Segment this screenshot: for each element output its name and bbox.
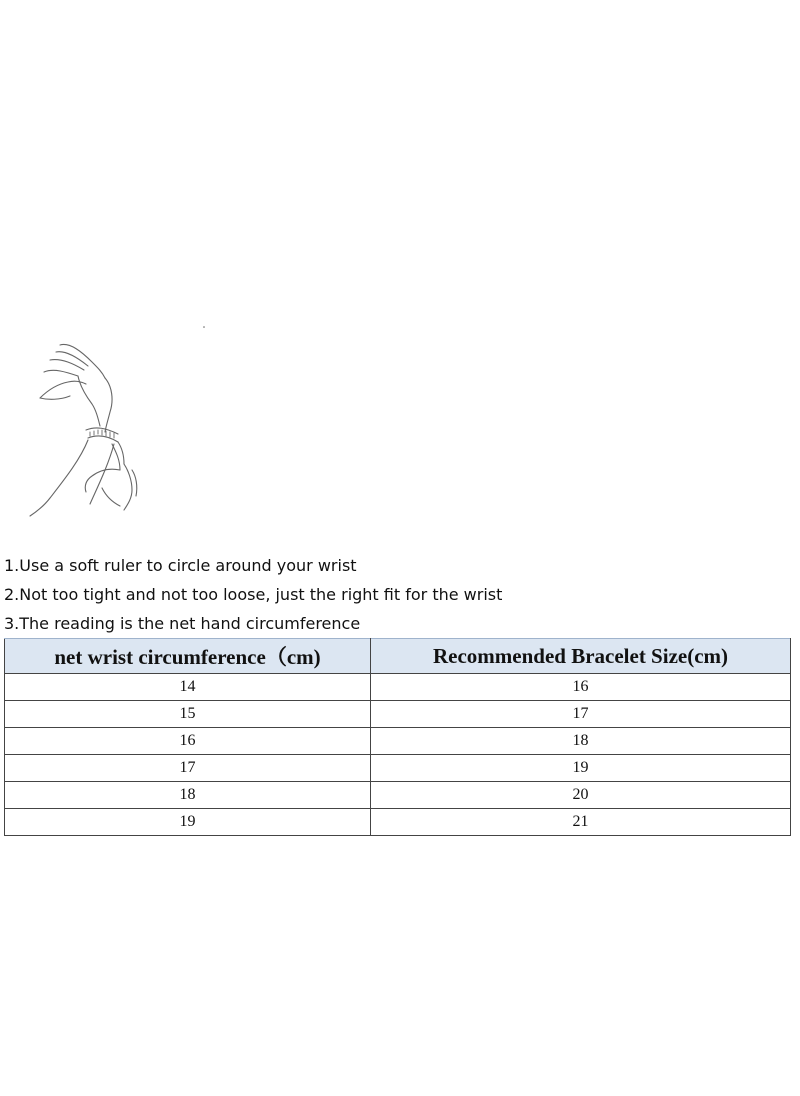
wrist-cell: 19 xyxy=(5,809,371,836)
hand-measuring-wrist-icon xyxy=(20,320,220,520)
table-header-row xyxy=(5,639,791,674)
header-wrist-circumference: net wrist circumference（cm) xyxy=(5,639,371,674)
instruction-step-3: 3.The reading is the net hand circumference xyxy=(4,614,361,633)
bracelet-cell: 18 xyxy=(371,728,791,755)
instruction-step-1: 1.Use a soft ruler to circle around your wrist xyxy=(4,556,357,575)
bracelet-cell: 17 xyxy=(371,701,791,728)
table-row xyxy=(5,782,791,809)
table-row xyxy=(5,755,791,782)
bracelet-cell: 16 xyxy=(371,674,791,701)
table-row xyxy=(5,728,791,755)
header-bracelet-size: Recommended Bracelet Size(cm) xyxy=(371,639,791,674)
wrist-cell: 16 xyxy=(5,728,371,755)
bracelet-cell: 19 xyxy=(371,755,791,782)
wrist-cell: 18 xyxy=(5,782,371,809)
table-row xyxy=(5,674,791,701)
wrist-cell: 15 xyxy=(5,701,371,728)
bracelet-cell: 20 xyxy=(371,782,791,809)
wrist-cell: 17 xyxy=(5,755,371,782)
bracelet-cell: 21 xyxy=(371,809,791,836)
table-row xyxy=(5,809,791,836)
instruction-list xyxy=(4,551,784,638)
table-row xyxy=(5,701,791,728)
wrist-cell: 14 xyxy=(5,674,371,701)
instruction-step-2: 2.Not too tight and not too loose, just the right fit for the wrist xyxy=(4,585,503,604)
size-chart-table xyxy=(4,638,791,836)
